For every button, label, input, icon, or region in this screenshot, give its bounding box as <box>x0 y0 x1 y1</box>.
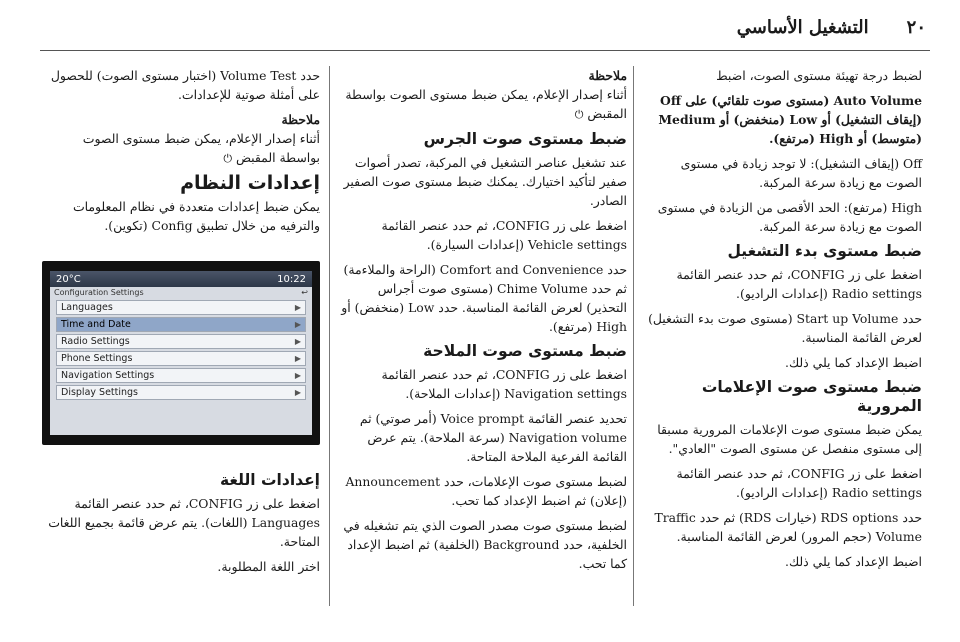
config-settings-screen <box>50 271 312 435</box>
settings-item-label: Phone Settings <box>61 353 133 364</box>
chevron-right-icon: ▶ <box>294 320 301 329</box>
settings-item-time-and-date[interactable] <box>56 317 306 332</box>
infotainment-screenshot <box>42 261 320 445</box>
back-icon[interactable]: ↩ <box>301 288 308 297</box>
section-heading: ضبط مستوى بدء التشغيل <box>727 242 922 260</box>
page-number: ٢٠ <box>906 16 926 38</box>
paragraph: اضغط على زر CONFIG، ثم حدد عنصر القائمة Languages (اللغات). يتم عرض قائمة بجميع اللغات المتاحة. <box>48 496 320 549</box>
paragraph: High (مرتفع): الحد الأقصى من الزيادة في مستوى الصوت مع زيادة سرعة المركبة. <box>657 200 922 234</box>
section-heading: ضبط مستوى صوت الجرس <box>423 130 627 148</box>
settings-item-radio[interactable] <box>56 334 306 349</box>
section-heading: ضبط مستوى صوت الملاحة <box>423 342 627 360</box>
paragraph: Off (إيقاف التشغيل): لا توجد زيادة في مستوى الصوت مع زيادة سرعة المركبة. <box>680 156 922 190</box>
settings-item-label: Display Settings <box>61 387 139 398</box>
page-title: التشغيل الأساسي <box>736 16 869 38</box>
note-text <box>339 85 627 124</box>
column-left <box>42 66 320 582</box>
paragraph: لضبط درجة تهيئة مستوى الصوت، اضبط <box>716 68 922 83</box>
knob-icon: ⏻ <box>223 152 233 165</box>
chevron-right-icon: ▶ <box>294 388 301 397</box>
paragraph: حدد RDS options (خيارات RDS) ثم حدد Traffic Volume (حجم المرور) لعرض القائمة المناسبة. <box>654 510 922 544</box>
temperature-readout: 20°C <box>56 273 81 285</box>
screen-subtitle: Configuration Settings <box>54 288 144 297</box>
section-heading: إعدادات اللغة <box>219 471 320 489</box>
screen-subtitle-bar <box>50 287 312 298</box>
section-heading: ضبط مستوى صوت الإعلامات المرورية <box>701 378 922 415</box>
paragraph: لضبط مستوى صوت الإعلامات، حدد Announcement (إعلان) ثم اضبط الإعداد كما تحب. <box>345 474 627 508</box>
paragraph: تحديد عنصر القائمة Voice prompt (أمر صوتي) ثم Navigation volume (سرعة الملاحة). يتم عرض القائمة الفرعية الملاحة المتاحة. <box>359 411 627 464</box>
note-body: أثناء إصدار الإعلام، يمكن ضبط مستوى الصوت بواسطة المقبض <box>345 87 627 121</box>
clock-readout: 10:22 <box>277 273 306 285</box>
paragraph: اضبط الإعداد كما يلي ذلك. <box>785 554 922 569</box>
paragraph: اضغط على زر CONFIG، ثم حدد عنصر القائمة Radio settings (إعدادات الراديو). <box>676 466 922 500</box>
section-heading: إعدادات النظام <box>180 172 320 194</box>
column-middle <box>339 66 627 579</box>
header-divider <box>40 50 930 51</box>
note-text <box>42 129 320 168</box>
paragraph: حدد Start up Volume (مستوى صوت بدء التشغيل) لعرض القائمة المناسبة. <box>648 311 922 345</box>
knob-icon: ⏻ <box>574 108 584 121</box>
paragraph: اضغط على زر CONFIG، ثم حدد عنصر القائمة Navigation settings (إعدادات الملاحة). <box>381 367 627 401</box>
column-divider <box>329 66 330 606</box>
settings-item-navigation[interactable] <box>56 368 306 383</box>
paragraph: حدد Volume Test (اختبار مستوى الصوت) للحصول على أمثلة صوتية للإعدادات. <box>50 68 320 102</box>
chevron-right-icon: ▶ <box>294 354 301 363</box>
settings-item-label: Navigation Settings <box>61 370 155 381</box>
settings-item-display[interactable] <box>56 385 306 400</box>
settings-item-label: Languages <box>61 302 113 313</box>
note-body: أثناء إصدار الإعلام، يمكن ضبط مستوى الصوت بواسطة المقبض <box>82 131 320 165</box>
chevron-right-icon: ▶ <box>294 371 301 380</box>
column-right <box>644 66 922 577</box>
settings-item-label: Time and Date <box>61 319 131 330</box>
paragraph: حدد Comfort and Convenience (الراحة والملاءمة) ثم حدد Chime Volume (مستوى صوت أجراس التحذير) لعرض القائمة المناسبة. حدد Low (منخفض) أو High (مرتفع). <box>341 262 627 334</box>
paragraph: عند تشغيل عناصر التشغيل في المركبة، تصدر أصوات صفير لتأكيد اختيارك. يمكنك ضبط مستوى صوت الصفير الصادر. <box>343 155 627 208</box>
paragraph: اضبط الإعداد كما يلي ذلك. <box>785 355 922 370</box>
settings-list <box>56 300 306 400</box>
column-divider <box>633 66 634 606</box>
paragraph: اضغط على زر CONFIG، ثم حدد عنصر القائمة Radio settings (إعدادات الراديو). <box>676 267 922 301</box>
settings-item-languages[interactable] <box>56 300 306 315</box>
paragraph: اختر اللغة المطلوبة. <box>217 559 320 574</box>
paragraph: اضغط على زر CONFIG، ثم حدد عنصر القائمة Vehicle settings (إعدادات السيارة). <box>381 218 627 252</box>
settings-item-phone[interactable] <box>56 351 306 366</box>
settings-item-label: Radio Settings <box>61 336 130 347</box>
page-header <box>36 14 926 40</box>
paragraph: لضبط مستوى صوت مصدر الصوت الذي يتم تشغيله في الخلفية، حدد Background (الخلفية) ثم اضبط الإعداد كما تحب. <box>343 518 627 571</box>
chevron-right-icon: ▶ <box>294 303 301 312</box>
note-title: ملاحظة <box>281 112 320 127</box>
chevron-right-icon: ▶ <box>294 337 301 346</box>
paragraph: يمكن ضبط مستوى صوت الإعلامات المرورية مسبقا إلى مستوى منفصل عن مستوى الصوت "العادي". <box>657 422 922 456</box>
paragraph: Auto Volume (مستوى صوت تلقائي) على Off (إيقاف التشغيل) أو Low (منخفض) أو Medium (متوسط) أو High (مرتفع). <box>658 93 922 146</box>
paragraph: يمكن ضبط إعدادات متعددة في نظام المعلومات والترفيه من خلال تطبيق Config (تكوين). <box>72 199 320 233</box>
note-title: ملاحظة <box>588 68 627 83</box>
